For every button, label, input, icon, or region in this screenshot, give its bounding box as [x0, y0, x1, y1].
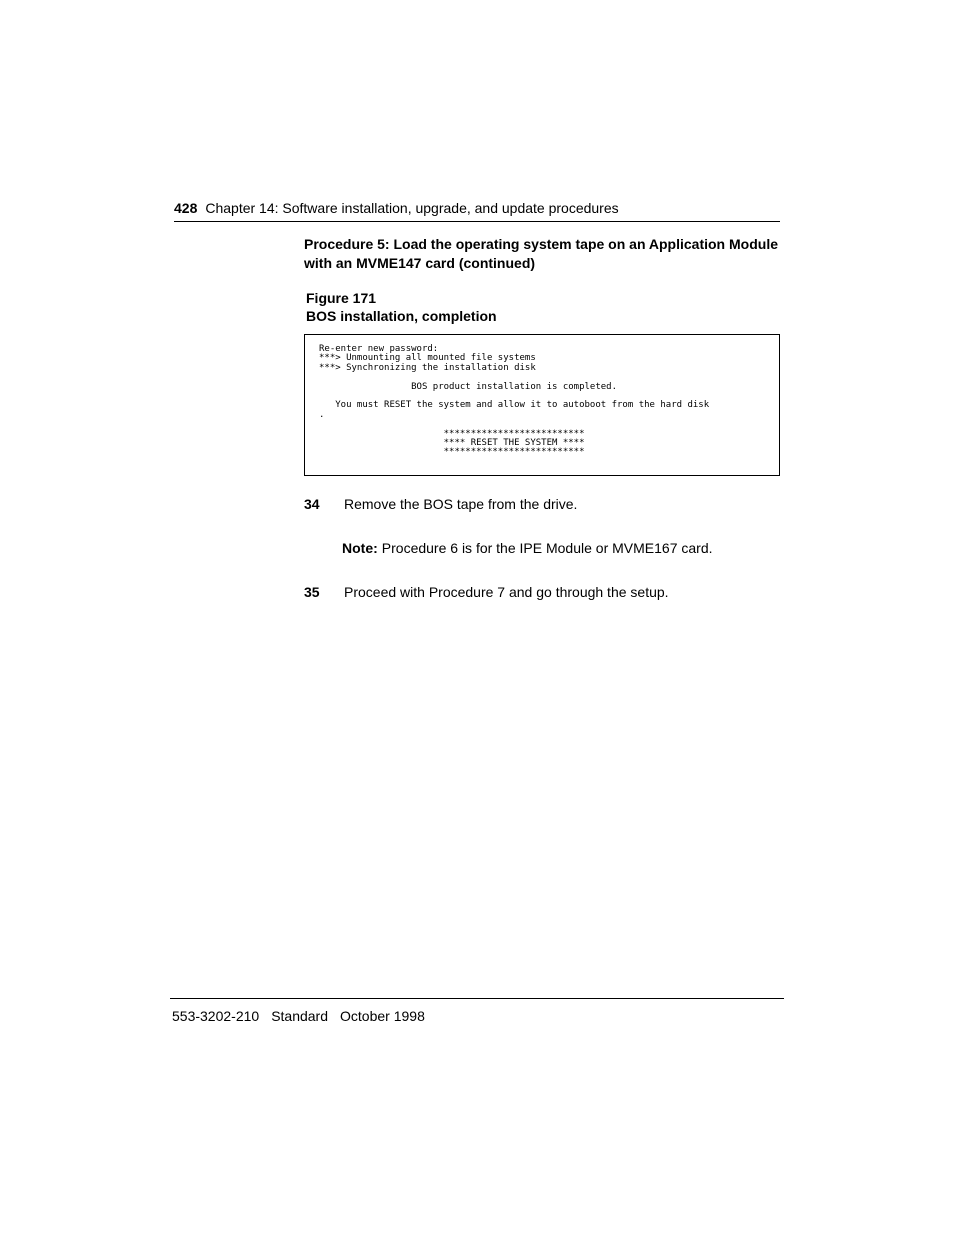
step-number: 35: [304, 584, 320, 600]
footer-rule: [170, 998, 784, 999]
doc-date: October 1998: [340, 1008, 425, 1024]
step-text: Proceed with Procedure 7 and go through the setup.: [344, 584, 669, 600]
doc-number: 553-3202-210: [172, 1008, 260, 1024]
step-34: [304, 495, 577, 513]
note-label: Note:: [342, 540, 378, 556]
procedure-title: Procedure 5: Load the operating system tape on an Application Module with an MVME147 card (continued): [304, 236, 778, 271]
step-35: [304, 583, 669, 601]
terminal-output-box: [304, 334, 780, 476]
step-number: 34: [304, 496, 320, 512]
page-number: 428: [174, 200, 198, 216]
chapter-title: Chapter 14: Software installation, upgrade, and update procedures: [205, 200, 619, 216]
page-footer: [172, 1007, 437, 1025]
step-text: Remove the BOS tape from the drive.: [344, 496, 578, 512]
terminal-text: Re-enter new password: ***> Unmounting all mounted file systems ***> Synchronizing the installation disk BOS product installation is completed. You must RESET the system and allow it to autoboot from the hard disk . ************************** **** RESET THE SYSTEM **** **************************: [319, 344, 710, 458]
doc-status: Standard: [271, 1008, 329, 1024]
page-header: [174, 199, 780, 222]
figure-number: Figure 171: [306, 290, 377, 306]
note: [342, 539, 713, 557]
figure-title: BOS installation, completion: [306, 308, 497, 324]
figure-caption: [306, 289, 497, 325]
note-text: Procedure 6 is for the IPE Module or MVME167 card.: [381, 540, 713, 556]
